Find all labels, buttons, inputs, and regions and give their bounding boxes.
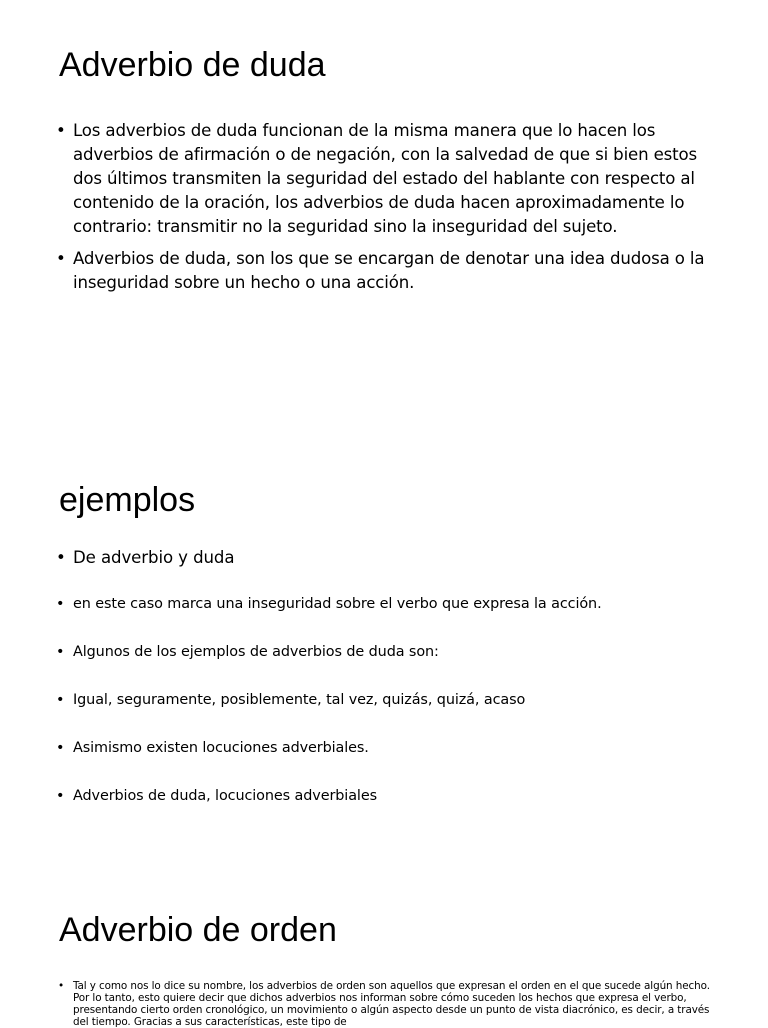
bullet-item: • Tal y como nos lo dice su nombre, los adverbios de orden son aquellos que expresan el orden en el que sucede algún hecho. Por lo tanto, esto quiere decir que dichos adverbios nos informan sobre cómo suceden los hechos que expresa el verbo, presentando cierto orden cronológico, un movimiento o algún aspecto desde un punto de vista diacrónico, es decir, a través del tiempo. Gracias a sus características, este tipo de xyxy=(58,980,718,1028)
slide-adverbio-de-orden xyxy=(0,890,768,1028)
bullet-item: • Adverbios de duda, son los que se encargan de denotar una idea dudosa o la inseguridad sobre un hecho o una acción. xyxy=(56,247,716,295)
bullet-item: • Asimismo existen locuciones adverbiales. xyxy=(56,738,736,786)
bullet-list xyxy=(56,546,736,834)
bullet-item: • Los adverbios de duda funcionan de la misma manera que lo hacen los adverbios de afirmación o de negación, con la salvedad de que si bien estos dos últimos transmiten la seguridad del estado del hablante con respecto al contenido de la oración, los adverbios de duda hacen aproximadamente lo contrario: transmitir no la seguridad sino la inseguridad del sujeto. xyxy=(56,119,716,239)
bullet-item: • De adverbio y duda xyxy=(56,546,736,594)
slide-ejemplos xyxy=(0,460,768,860)
bullet-list xyxy=(56,119,716,295)
bullet-item: • Adverbios de duda, locuciones adverbiales xyxy=(56,786,736,834)
bullet-item: • en este caso marca una inseguridad sobre el verbo que expresa la acción. xyxy=(56,594,736,642)
slide-title: Adverbio de duda xyxy=(59,46,326,84)
slide-title: ejemplos xyxy=(59,481,196,519)
slide-title: Adverbio de orden xyxy=(59,911,337,949)
bullet-list xyxy=(58,980,718,1028)
slide-adverbio-de-duda xyxy=(0,0,768,360)
bullet-item: • Algunos de los ejemplos de adverbios de duda son: xyxy=(56,642,736,690)
bullet-item: • Igual, seguramente, posiblemente, tal vez, quizás, quizá, acaso xyxy=(56,690,736,738)
